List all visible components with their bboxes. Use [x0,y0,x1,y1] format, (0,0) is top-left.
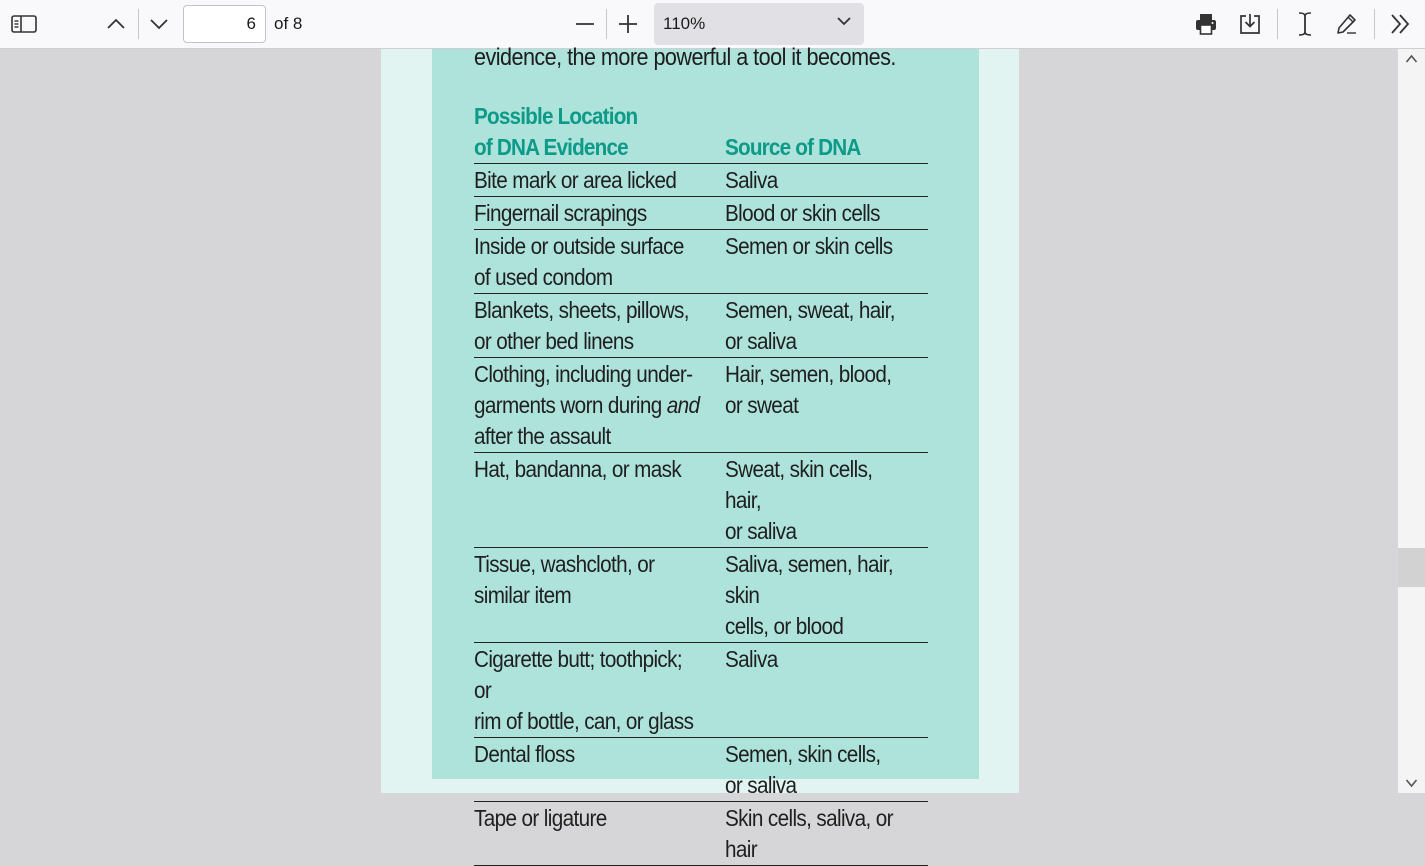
pdf-page [381,44,1019,862]
more-tools-button[interactable] [1382,6,1418,42]
sidebar-toggle-icon [11,14,37,34]
print-button[interactable] [1188,6,1224,42]
zoom-level-select[interactable] [654,3,864,45]
chevron-down-icon [149,18,169,30]
toolbar-divider [1374,9,1375,39]
table-row [474,738,928,802]
zoom-level-value: 110% [663,14,706,33]
table-cell-source: Skin cells, saliva, or hair [725,805,893,862]
double-chevron-right-icon [1389,13,1411,35]
table-header-source: Source of DNA [725,134,861,160]
page-count-label: of 8 [274,14,303,33]
table-row [474,548,928,643]
table-cell-location: Hat, bandanna, or mask [474,456,682,482]
save-download-icon [1238,12,1262,36]
save-button[interactable] [1232,6,1268,42]
draw-button[interactable] [1329,6,1365,42]
sidebar-toggle-button[interactable] [6,6,42,42]
scroll-up-arrow-icon[interactable] [1405,54,1418,64]
scroll-down-arrow-icon[interactable] [1405,778,1418,788]
text-selection-button[interactable] [1287,6,1323,42]
table-cell-location: Clothing, including under- garments worn during and after the assault [474,361,700,449]
table-row [474,230,928,294]
toolbar-divider [138,9,139,39]
table-header-location: Possible Location of DNA Evidence [474,103,638,160]
table-cell-source: Semen, skin cells, or saliva [725,741,881,798]
pdf-toolbar [0,0,1425,49]
zoom-out-button[interactable] [567,6,603,42]
table-cell-location: Dental floss [474,741,575,767]
table-cell-location: Tape or ligature [474,805,607,831]
document-viewer[interactable] [0,44,1398,862]
table-cell-location: Tissue, washcloth, or similar item [474,551,655,608]
table-cell-source: Semen, sweat, hair, or saliva [725,297,895,354]
printer-icon [1194,12,1218,36]
emphasis-text: and [666,392,700,418]
table-row [474,164,928,197]
table-row [474,294,928,358]
table-cell-source: Saliva [725,646,778,672]
toolbar-divider [606,9,607,39]
table-cell-source: Semen or skin cells [725,233,893,259]
body-text-line: evidence, the more powerful a tool it becomes. [474,44,896,71]
plus-icon [618,14,638,34]
zoom-in-button[interactable] [610,6,646,42]
dna-evidence-table [474,101,928,866]
chevron-up-icon [106,18,126,30]
table-cell-source: Hair, semen, blood, or sweat [725,361,892,418]
vertical-scrollbar[interactable] [1398,49,1425,793]
table-cell-location: Bite mark or area licked [474,167,677,193]
next-page-button[interactable] [141,6,177,42]
table-header-row [474,101,928,164]
toolbar-divider [1277,9,1278,39]
table-cell-source: Saliva [725,167,778,193]
table-row [474,453,928,548]
table-row [474,802,928,866]
table-cell-source: Blood or skin cells [725,200,880,226]
pen-draw-icon [1335,12,1359,36]
chevron-down-icon [836,16,852,26]
table-cell-source: Sweat, skin cells, hair, or saliva [725,456,873,544]
table-cell-location: Cigarette butt; toothpick; or rim of bottle, can, or glass [474,646,694,734]
table-cell-location: Inside or outside surface of used condom [474,233,684,290]
minus-icon [575,14,595,34]
table-row [474,643,928,738]
table-row [474,197,928,230]
table-cell-location: Fingernail scrapings [474,200,647,226]
scrollbar-thumb[interactable] [1398,548,1425,587]
previous-page-button[interactable] [98,6,134,42]
table-body [474,164,928,866]
table-row [474,358,928,453]
text-cursor-icon [1295,11,1315,37]
table-cell-source: Saliva, semen, hair, skin cells, or blood [725,551,894,639]
page-number-input[interactable] [183,5,266,43]
table-cell-location: Blankets, sheets, pillows, or other bed linens [474,297,689,354]
